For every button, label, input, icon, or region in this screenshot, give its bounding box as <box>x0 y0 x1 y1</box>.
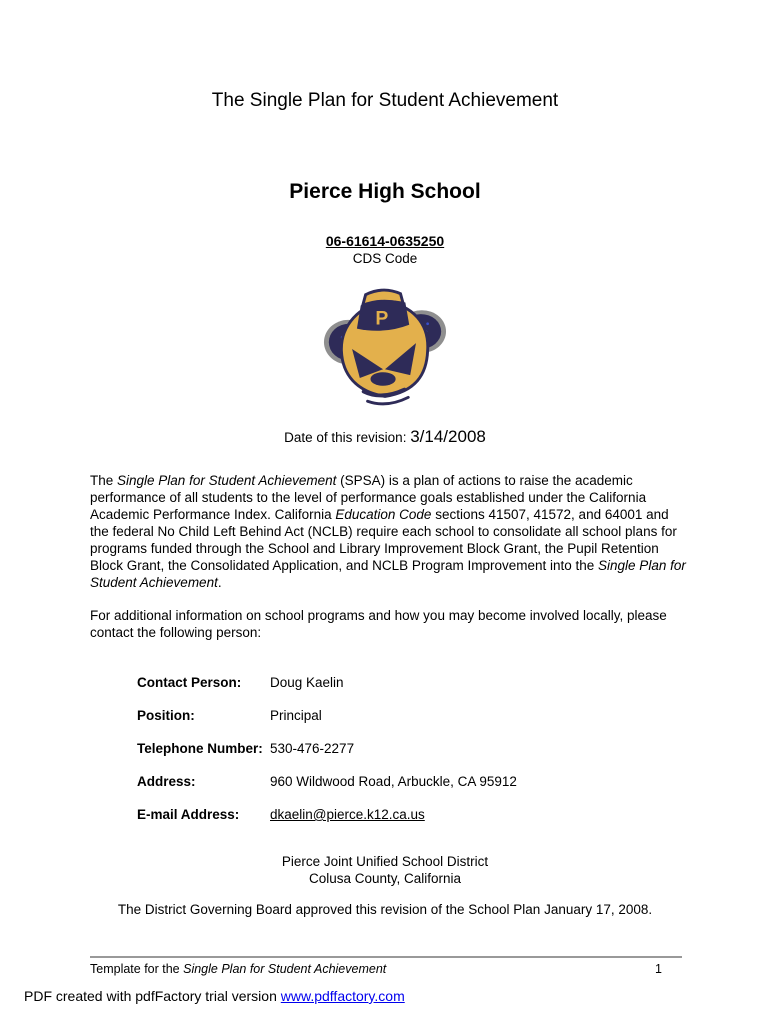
intro-paragraph: The Single Plan for Student Achievement (SPSA) is a plan of actions to raise the academic performance of all students to the level of performance goals established under the California Academic Performance Index. California Education Code sections 41507, 41572, and 64001 and the federal No Child Left Behind Act (NCLB) require each school to consolidate all school plans for programs funded through the School and Library Improvement Block Grant, the Pupil Retention Block Grant, the Consolidated Application, and NCLB Program Improvement into the Single Plan for Student Achievement. <box>90 473 686 590</box>
info-paragraph: For additional information on school programs and how you may become involved locally, please contact the following person: <box>90 608 667 640</box>
revision-date-label: Date of this revision: <box>284 430 407 445</box>
pdffactory-link[interactable]: www.pdffactory.com <box>280 988 405 1004</box>
revision-date-line <box>0 427 770 447</box>
cap-letter: P <box>375 307 389 330</box>
district-name: Pierce Joint Unified School District <box>281 854 489 869</box>
footer-template-label: Template for the Single Plan for Student Achievement <box>90 962 387 976</box>
position-row <box>137 707 517 724</box>
board-approval-line: The District Governing Board approved this revision of the School Plan January 17, 2008. <box>117 902 653 917</box>
address-label: Address: <box>137 774 196 789</box>
email-label: E-mail Address: <box>137 807 240 822</box>
position-label: Position: <box>137 708 195 723</box>
telephone-row <box>137 740 517 757</box>
school-name: Pierce High School <box>289 180 481 203</box>
pdffactory-notice <box>24 988 405 1004</box>
cds-code-block <box>0 233 770 267</box>
school-logo-container <box>0 283 770 411</box>
footer-divider <box>90 956 682 958</box>
email-row <box>137 806 517 823</box>
contact-person-value: Doug Kaelin <box>270 675 344 690</box>
document-title: The Single Plan for Student Achievement <box>211 90 559 111</box>
email-link[interactable]: dkaelin@pierce.k12.ca.us <box>270 807 425 822</box>
telephone-label: Telephone Number: <box>137 741 263 756</box>
position-value: Principal <box>270 708 322 723</box>
address-row <box>137 773 517 790</box>
contact-person-row <box>137 674 517 691</box>
contact-person-label: Contact Person: <box>137 675 242 690</box>
revision-date-value: 3/14/2008 <box>410 427 486 446</box>
cds-code-caption: CDS Code <box>352 251 418 266</box>
telephone-value: 530-476-2277 <box>270 741 355 756</box>
page-footer <box>90 961 682 977</box>
cds-code-value: 06-61614-0635250 <box>325 233 445 249</box>
contact-info-table <box>137 674 517 839</box>
bear-mascot-logo-icon <box>323 283 447 411</box>
district-block <box>0 853 770 887</box>
district-county: Colusa County, California <box>308 871 462 886</box>
pdffactory-notice-text: PDF created with pdfFactory trial version <box>24 988 281 1004</box>
address-value: 960 Wildwood Road, Arbuckle, CA 95912 <box>270 774 517 789</box>
page-number: 1 <box>655 962 662 976</box>
